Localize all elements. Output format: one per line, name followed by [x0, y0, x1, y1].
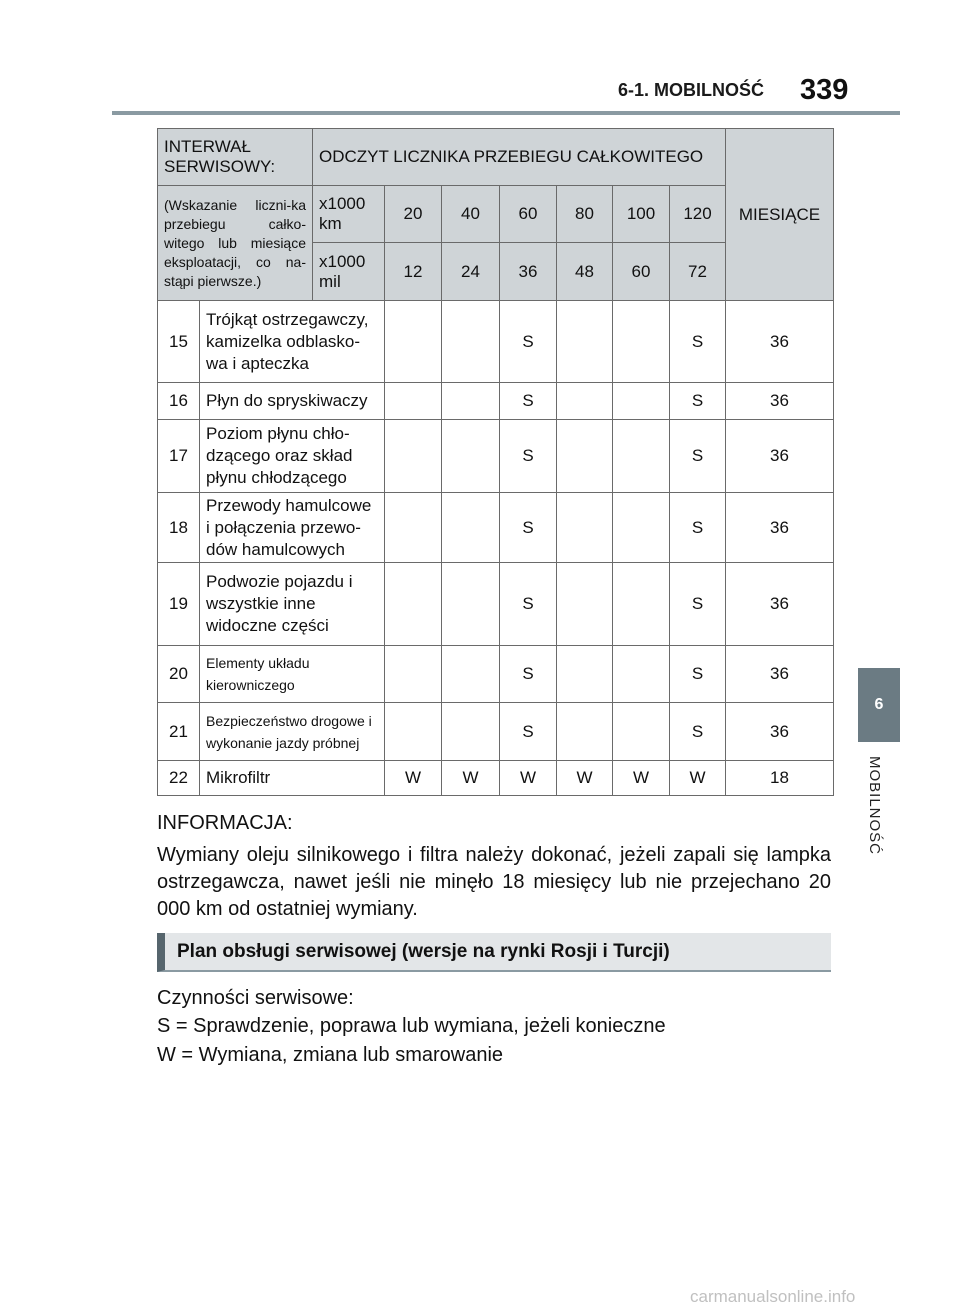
km-value: 120 [670, 186, 726, 243]
months-cell: 36 [726, 493, 834, 563]
months-cell: 18 [726, 761, 834, 796]
check-cell: W [557, 761, 613, 796]
row-number: 16 [158, 383, 200, 420]
task-name: Płyn do spryskiwaczy [200, 383, 385, 420]
check-cell: W [500, 761, 557, 796]
km-value: 40 [442, 186, 500, 243]
row-number: 22 [158, 761, 200, 796]
km-value: 60 [500, 186, 557, 243]
section-title: 6-1. MOBILNOŚĆ [617, 80, 764, 100]
months-cell: 36 [726, 563, 834, 646]
row-number: 18 [158, 493, 200, 563]
check-cell [557, 563, 613, 646]
check-cell [385, 383, 442, 420]
check-cell [557, 383, 613, 420]
check-cell: S [500, 703, 557, 761]
legend-s: S = Sprawdzenie, poprawa lub wymiana, jeżeli konieczne [157, 1015, 666, 1037]
table-row [158, 493, 834, 563]
mi-value: 12 [385, 243, 442, 301]
months-cell: 36 [726, 646, 834, 703]
check-cell: S [500, 383, 557, 420]
check-cell [613, 383, 670, 420]
row-number: 19 [158, 563, 200, 646]
odometer-label: ODCZYT LICZNIKA PRZEBIEGU CAŁKOWITEGO [313, 129, 726, 186]
table-row [158, 703, 834, 761]
check-cell: S [670, 420, 726, 493]
months-cell: 36 [726, 301, 834, 383]
task-name: Przewody hamulcowe i połączenia przewo-dów hamulcowych [200, 493, 385, 563]
table-row [158, 301, 834, 383]
check-cell: S [500, 563, 557, 646]
mi-value: 72 [670, 243, 726, 301]
task-name: Trójkąt ostrzegawczy, kamizelka odblasko-wa i apteczka [200, 301, 385, 383]
page-number: 339 [800, 74, 849, 106]
row-number: 17 [158, 420, 200, 493]
table-row [158, 383, 834, 420]
months-cell: 36 [726, 383, 834, 420]
check-cell [442, 703, 500, 761]
check-cell: S [500, 420, 557, 493]
check-cell [385, 493, 442, 563]
check-cell [613, 703, 670, 761]
check-cell [442, 563, 500, 646]
check-cell: W [442, 761, 500, 796]
months-label: MIESIĄCE [726, 129, 834, 301]
check-cell: W [385, 761, 442, 796]
check-cell: S [670, 493, 726, 563]
mi-value: 24 [442, 243, 500, 301]
task-name: Elementy układu kierowniczego [200, 646, 385, 703]
info-text: Wymiany oleju silnikowego i filtra należy dokonać, jeżeli zapali się lampka ostrzegawcza, nawet jeśli nie minęło 18 miesięcy lub nie przejechano 20 000 km od ostatniej wymiany. [157, 844, 831, 920]
mi-value: 36 [500, 243, 557, 301]
check-cell [385, 646, 442, 703]
check-cell [385, 420, 442, 493]
months-cell: 36 [726, 420, 834, 493]
check-cell [613, 301, 670, 383]
check-cell [442, 646, 500, 703]
table-row [158, 646, 834, 703]
check-cell: W [613, 761, 670, 796]
check-cell: S [500, 301, 557, 383]
table-row [158, 761, 834, 796]
legend-w: W = Wymiana, zmiana lub smarowanie [157, 1044, 504, 1066]
interval-note: (Wskazanie liczni-ka przebiegu całko-witego lub miesiące eksploatacji, co na-stąpi pierwsze.) [158, 186, 313, 301]
check-cell [385, 301, 442, 383]
check-cell: S [500, 646, 557, 703]
km-value: 100 [613, 186, 670, 243]
check-cell [442, 383, 500, 420]
task-name: Poziom płynu chło-dzącego oraz skład płynu chłodzącego [200, 420, 385, 493]
plan-heading: Plan obsługi serwisowej (wersje na rynki Rosji i Turcji) [157, 933, 831, 972]
interval-label: INTERWAŁ SERWISOWY: [158, 129, 313, 186]
check-cell [442, 493, 500, 563]
check-cell [442, 420, 500, 493]
row-number: 21 [158, 703, 200, 761]
check-cell [557, 420, 613, 493]
check-cell [557, 703, 613, 761]
table-row [158, 563, 834, 646]
check-cell [442, 301, 500, 383]
service-schedule-table [157, 128, 834, 796]
check-cell [557, 301, 613, 383]
unit-mi: x1000 mil [313, 243, 385, 301]
mi-value: 60 [613, 243, 670, 301]
check-cell [385, 563, 442, 646]
check-cell: S [670, 703, 726, 761]
info-label: INFORMACJA: [157, 812, 293, 834]
km-value: 80 [557, 186, 613, 243]
ops-label: Czynności serwisowe: [157, 987, 354, 1009]
check-cell: W [670, 761, 726, 796]
header-rule [112, 111, 900, 115]
check-cell [613, 420, 670, 493]
chapter-tab: 6 [858, 668, 900, 742]
check-cell: S [500, 493, 557, 563]
months-cell: 36 [726, 703, 834, 761]
check-cell: S [670, 301, 726, 383]
check-cell [613, 493, 670, 563]
check-cell [613, 646, 670, 703]
check-cell [385, 703, 442, 761]
mi-value: 48 [557, 243, 613, 301]
unit-km: x1000 km [313, 186, 385, 243]
row-number: 20 [158, 646, 200, 703]
km-value: 20 [385, 186, 442, 243]
chapter-side-label: MOBILNOŚĆ [866, 756, 883, 856]
check-cell [557, 493, 613, 563]
row-number: 15 [158, 301, 200, 383]
task-name: Podwozie pojazdu i wszystkie inne widoczne części [200, 563, 385, 646]
table-row [158, 420, 834, 493]
check-cell: S [670, 383, 726, 420]
check-cell: S [670, 646, 726, 703]
check-cell: S [670, 563, 726, 646]
task-name: Bezpieczeństwo drogowe i wykonanie jazdy próbnej [200, 703, 385, 761]
watermark: carmanualsonline.info [690, 1287, 856, 1306]
check-cell [613, 563, 670, 646]
check-cell [557, 646, 613, 703]
task-name: Mikrofiltr [200, 761, 385, 796]
